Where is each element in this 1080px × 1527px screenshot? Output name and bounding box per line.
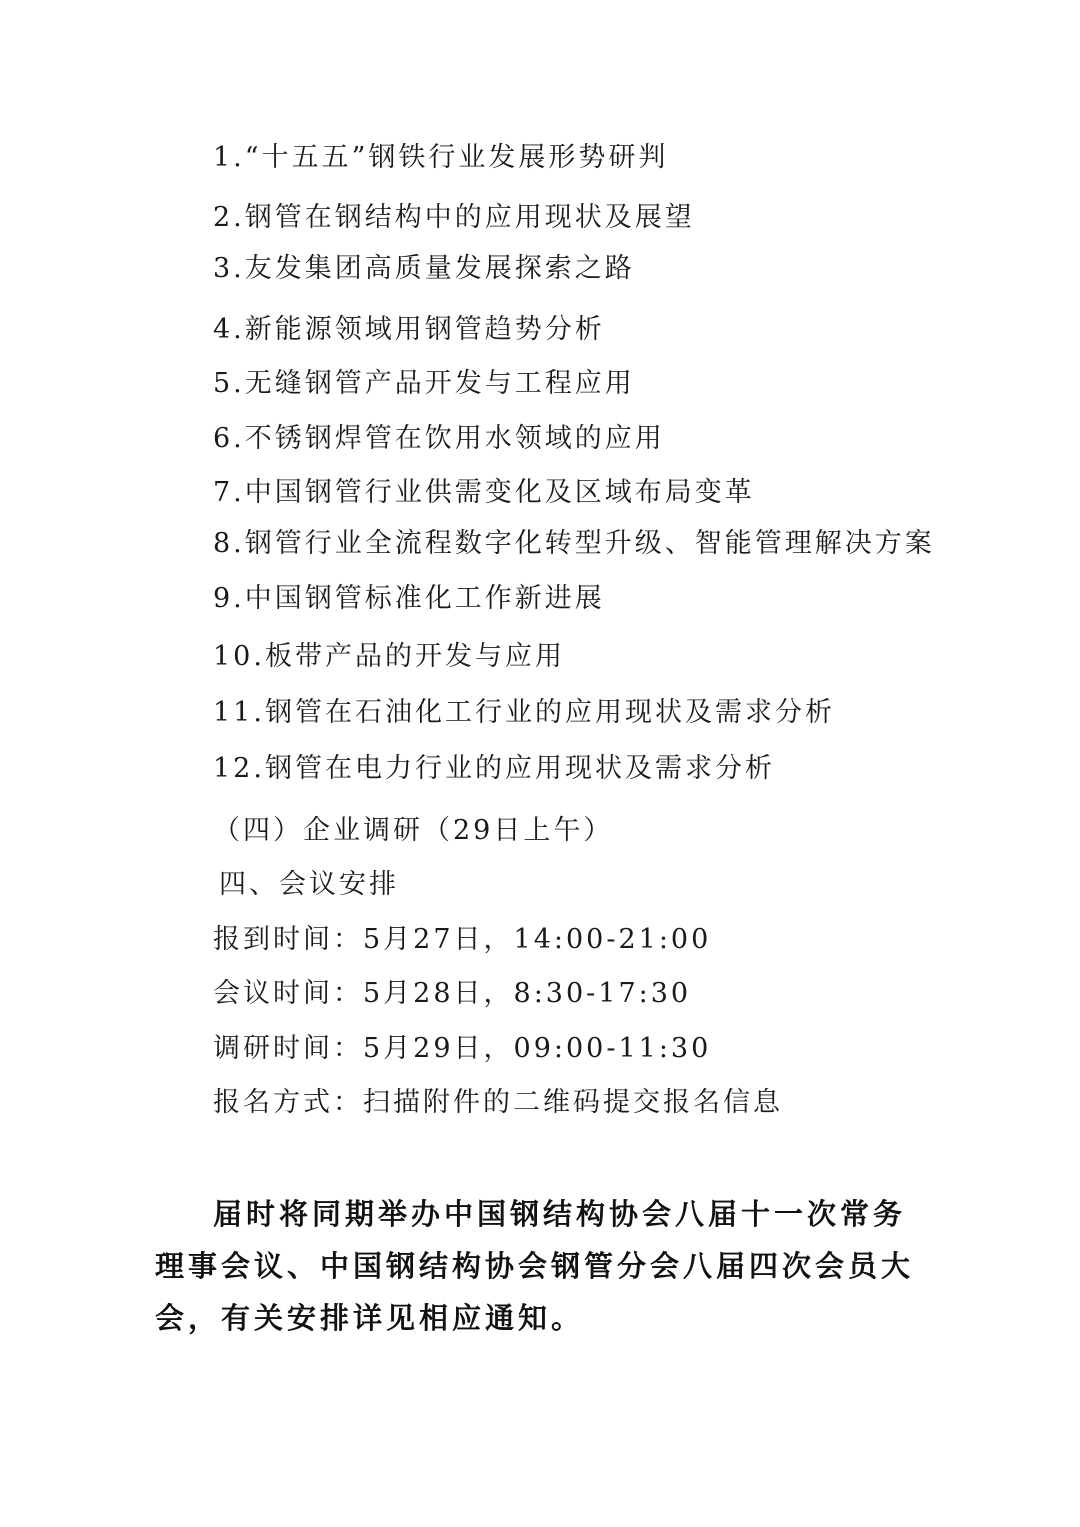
section-arrangement-heading: 四、会议安排 — [219, 869, 399, 900]
topic-item-10: 10.板带产品的开发与应用 — [213, 641, 565, 672]
topic-item-4: 4.新能源领域用钢管趋势分析 — [213, 314, 605, 345]
topic-item-3: 3.友发集团高质量发展探索之路 — [213, 253, 635, 284]
schedule-signup-method: 报名方式：扫描附件的二维码提交报名信息 — [213, 1087, 783, 1118]
topic-item-7: 7.中国钢管行业供需变化及区域布局变革 — [213, 477, 755, 508]
section-survey-heading: （四）企业调研（29日上午） — [213, 815, 614, 846]
topic-item-11: 11.钢管在石油化工行业的应用现状及需求分析 — [213, 697, 835, 728]
topic-item-6: 6.不锈钢焊管在饮用水领域的应用 — [213, 423, 665, 454]
topic-item-8: 8.钢管行业全流程数字化转型升级、智能管理解决方案 — [213, 528, 935, 559]
topic-item-1: 1.“十五五”钢铁行业发展形势研判 — [213, 142, 669, 173]
closing-paragraph — [155, 1188, 935, 1344]
closing-paragraph-text: 届时将同期举办中国钢结构协会八届十一次常务理事会议、中国钢结构协会钢管分会八届四次会员大会，有关安排详见相应通知。 — [155, 1197, 915, 1335]
schedule-registration: 报到时间：5月27日，14:00-21:00 — [213, 924, 712, 955]
schedule-meeting: 会议时间：5月28日，8:30-17:30 — [213, 978, 692, 1009]
topic-item-12: 12.钢管在电力行业的应用现状及需求分析 — [213, 753, 775, 784]
topic-item-2: 2.钢管在钢结构中的应用现状及展望 — [213, 202, 695, 233]
schedule-survey: 调研时间：5月29日，09:00-11:30 — [213, 1033, 712, 1064]
topic-item-5: 5.无缝钢管产品开发与工程应用 — [213, 368, 635, 399]
topic-item-9: 9.中国钢管标准化工作新进展 — [213, 583, 605, 614]
